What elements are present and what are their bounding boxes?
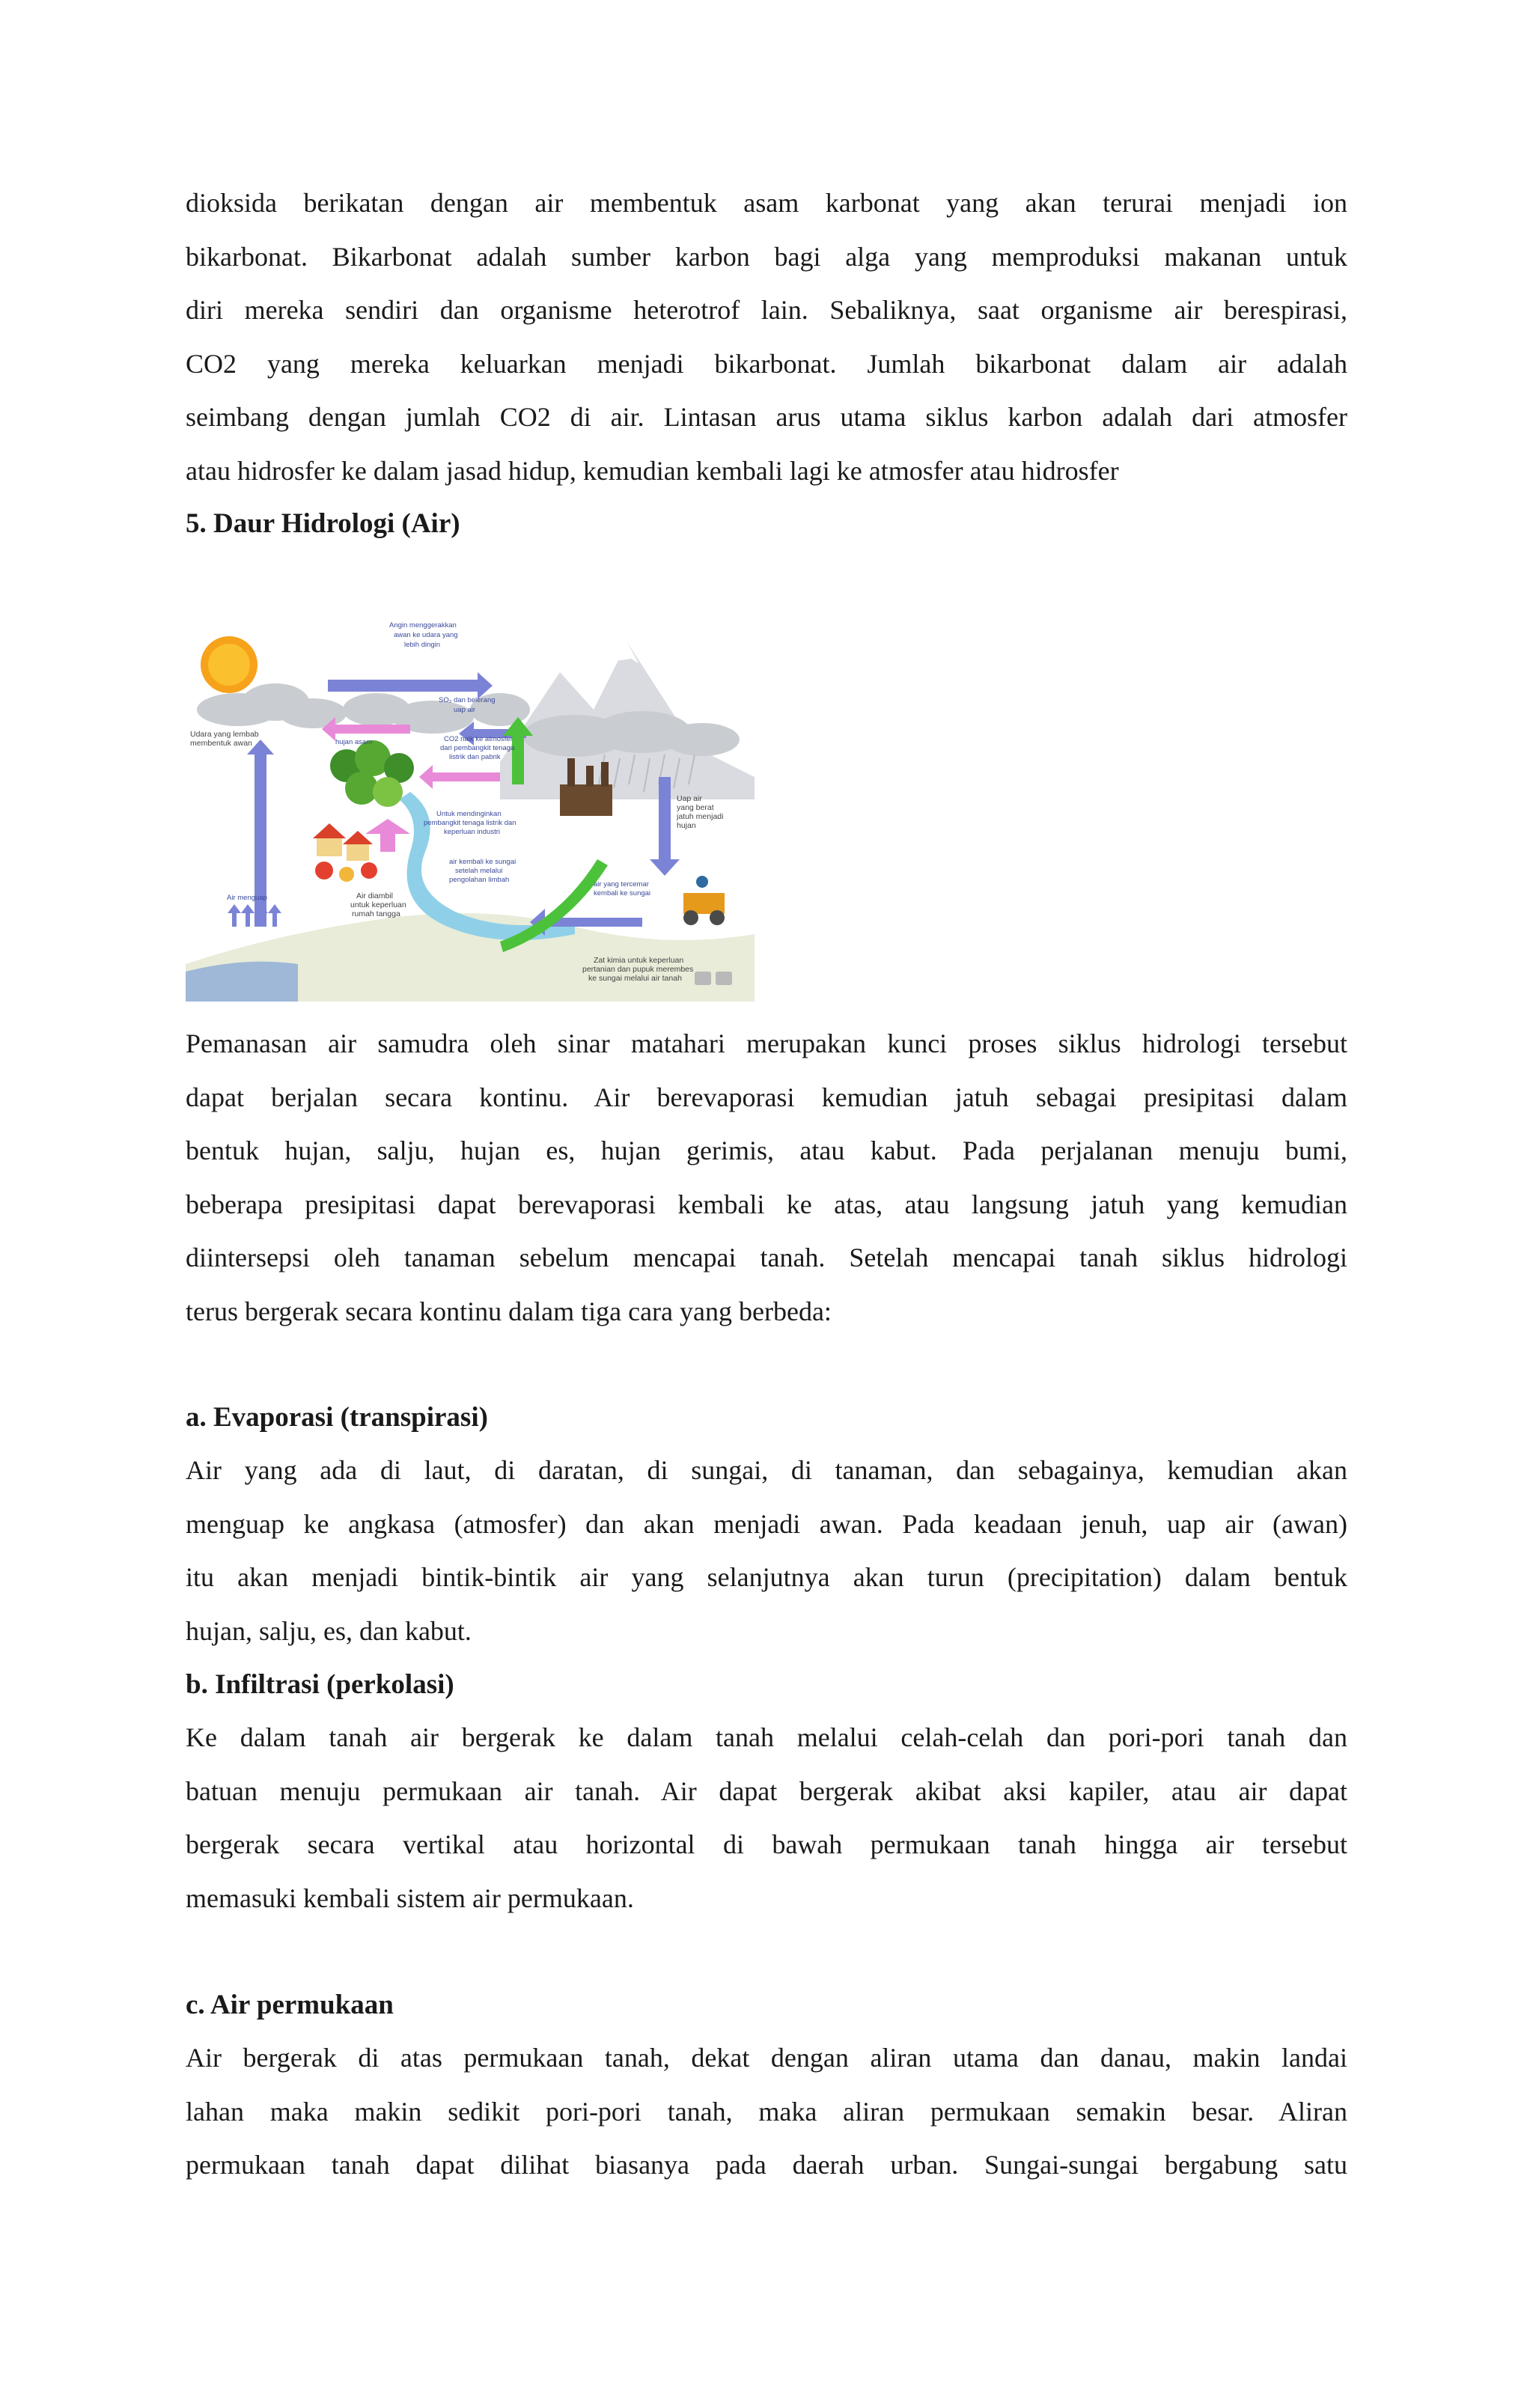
text-line: hujan, salju, es, dan kabut. <box>186 1615 472 1646</box>
text-line: batuan menuju permukaan air tanah. Air dapat bergerak akibat aksi kapiler, atau air dapat <box>186 1775 1347 1806</box>
text-line: lahan maka makin sedikit pori-pori tanah, maka aliran permukaan semakin besar. Aliran <box>186 2096 1347 2127</box>
heading-evaporasi: a. Evaporasi (transpirasi) <box>186 1402 488 1433</box>
diagram-label-wind: Angin menggerakkan awan ke udara yang lebih dingin <box>389 621 458 649</box>
text-line: diintersepsi oleh tanaman sebelum mencapai tanah. Setelah mencapai tanah siklus hidrologi <box>186 1243 1347 1272</box>
paragraph-carbon <box>186 177 1347 498</box>
paragraph-air-permukaan <box>186 2031 1347 2192</box>
text-line: dapat berjalan secara kontinu. Air berevaporasi kemudian jatuh sebagai presipitasi dalam <box>186 1082 1347 1112</box>
text-line: bentuk hujan, salju, hujan es, hujan gerimis, atau kabut. Pada perjalanan menuju bumi, <box>186 1136 1347 1165</box>
diagram-label-acid-rain: hujan asam <box>335 738 373 746</box>
diagram-label-river-return: air kembali ke sungai setelah melalui pengolahan limbah <box>449 858 516 884</box>
text-line: CO2 yang mereka keluarkan menjadi bikarbonat. Jumlah bikarbonat dalam air adalah <box>186 348 1347 379</box>
heading-infiltrasi: b. Infiltrasi (perkolasi) <box>186 1669 454 1700</box>
text-line: bikarbonat. Bikarbonat adalah sumber karbon bagi alga yang memproduksi makanan untuk <box>186 241 1347 272</box>
text-line: Air bergerak di atas permukaan tanah, dekat dengan aliran utama dan danau, makin landai <box>186 2043 1347 2073</box>
diagram-svg <box>186 605 755 1002</box>
paragraph-pemanasan <box>186 1017 1347 1338</box>
diagram-label-evaporate: Air menguap <box>227 894 267 902</box>
paragraph-infiltrasi <box>186 1711 1347 1925</box>
text-line: Air yang ada di laut, di daratan, di sungai, di tanaman, dan sebagainya, kemudian akan <box>186 1455 1347 1485</box>
text-line: dioksida berikatan dengan air membentuk asam karbonat yang akan terurai menjadi ion <box>186 188 1347 218</box>
text-line: permukaan tanah dapat dilihat biasanya pada daerah urban. Sungai-sungai bergabung satu <box>186 2150 1347 2180</box>
diagram-label-farm: Zat kimia untuk keperluan pertanian dan pupuk merembes ke sungai melalui air tanah <box>582 956 694 983</box>
text-line: Pemanasan air samudra oleh sinar matahari merupakan kunci proses siklus hidrologi tersebut <box>186 1028 1347 1058</box>
text-line: diri mereka sendiri dan organisme heterotrof lain. Sebaliknya, saat organisme air berespirasi, <box>186 295 1347 325</box>
zoom-out-icon <box>716 972 732 985</box>
diagram-label-returned: air yang tercemar kembali ke sungai <box>594 880 651 897</box>
diagram-label-co2: CO2 naik ke atmosfer dari pembangkit tenaga listrik dan pabrik <box>440 735 515 761</box>
heading-daur-hidrologi: 5. Daur Hidrologi (Air) <box>186 508 460 539</box>
text-line: memasuki kembali sistem air permukaan. <box>186 1883 634 1913</box>
zoom-in-icon <box>695 972 711 985</box>
diagram-label-so2: SO₂ dan belerang uap air <box>439 696 496 714</box>
text-line: Ke dalam tanah air bergerak ke dalam tanah melalui celah-celah dan pori-pori tanah dan <box>186 1722 1347 1752</box>
heading-air-permukaan: c. Air permukaan <box>186 1990 394 2020</box>
diagram-label-household: Air diambil untuk keperluan rumah tangga <box>350 891 406 918</box>
text-line: seimbang dengan jumlah CO2 di air. Lintasan arus utama siklus karbon adalah dari atmosfer <box>186 402 1347 432</box>
diagram-label-cloud: Udara yang lembab membentuk awan <box>190 730 259 748</box>
text-line: atau hidrosfer ke dalam jasad hidup, kemudian kembali lagi ke atmosfer atau hidrosfer <box>186 455 1119 486</box>
text-line: menguap ke angkasa (atmosfer) dan akan menjadi awan. Pada keadaan jenuh, uap air (awan) <box>186 1508 1347 1539</box>
text-line: terus bergerak secara kontinu dalam tiga cara yang berbeda: <box>186 1296 832 1326</box>
diagram-label-cooling: Untuk mendinginkan pembangkit tenaga listrik dan keperluan industri <box>424 810 516 836</box>
diagram-label-vapor-fall: Uap air yang berat jatuh menjadi hujan <box>677 794 724 830</box>
text-line: bergerak secara vertikal atau horizontal di bawah permukaan tanah hingga air tersebut <box>186 1829 1347 1859</box>
paragraph-evaporasi <box>186 1444 1347 1658</box>
text-line: beberapa presipitasi dapat berevaporasi kembali ke atas, atau langsung jatuh yang kemudian <box>186 1189 1347 1219</box>
text-line: itu akan menjadi bintik-bintik air yang selanjutnya akan turun (precipitation) dalam bentuk <box>186 1562 1347 1592</box>
hydrologic-cycle-diagram <box>186 605 755 1002</box>
factory-icon <box>560 758 612 816</box>
